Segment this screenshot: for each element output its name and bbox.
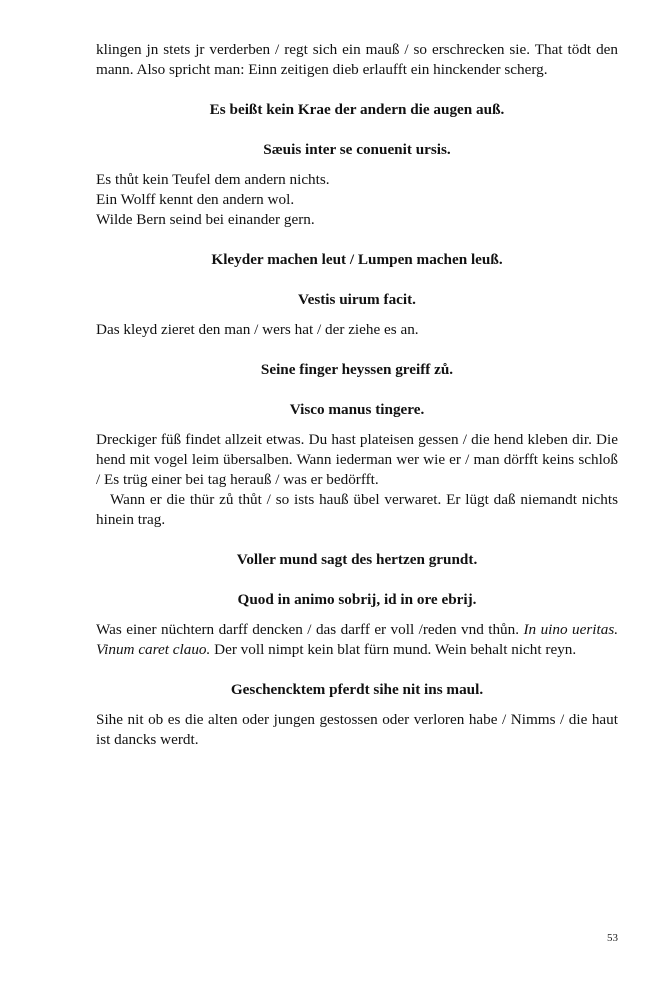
proverb-heading: Kleyder machen leut / Lumpen machen leuß.	[211, 251, 503, 268]
proverb-text-continued: Wann er die thür zů thůt / so ists hauß übel verwaret. Er lügt daß niemandt nichts hinein trag.	[96, 491, 618, 528]
latin-proverb: Visco manus tingere.	[289, 401, 425, 418]
proverb-lines	[96, 170, 618, 230]
proverb-text: Sihe nit ob es die alten oder jungen gestossen oder verloren habe / Nimms / die haut ist dancks werdt.	[96, 711, 618, 748]
proverb-text	[96, 620, 618, 660]
proverb-text: Das kleyd zieret den man / wers hat / der ziehe es an.	[96, 321, 419, 338]
proverb-heading: Geschencktem pferdt sihe nit ins maul.	[230, 681, 484, 698]
latin-proverb: Vestis uirum facit.	[298, 291, 416, 308]
proverb-text: Dreckiger füß findet allzeit etwas. Du hast plateisen gessen / die hend kleben dir. Die hend mit vogel leim übersalben. Wann iederman wer wie er / man dörfft keins schloß / Es trüg einer bei tag herauß / was er bedörfft.	[96, 431, 618, 488]
opening-paragraph: klingen jn stets jr verderben / regt sich ein mauß / so erschrecken sie. That tödt den mann. Also spricht man: Einn zeitigen dieb erlaufft ein hinckender scherg.	[96, 41, 618, 78]
page-body	[96, 40, 618, 750]
page-number: 53	[607, 932, 618, 944]
proverb-heading: Seine finger heyssen greiff zů.	[260, 361, 454, 378]
proverb-text-part: Der voll nimpt kein blat fürn mund. Wein behalt nicht reyn.	[214, 641, 577, 658]
proverb-line: Wilde Bern seind bei einander gern.	[96, 211, 315, 228]
proverb-heading: Es beißt kein Krae der andern die augen auß.	[209, 101, 505, 118]
latin-proverb: Quod in animo sobrij, id in ore ebrij.	[237, 591, 477, 608]
proverb-line: Ein Wolff kennt den andern wol.	[96, 191, 295, 208]
latin-quote: In uino ueritas. Vinum caret clauo.	[96, 621, 619, 658]
proverb-text-part: Was einer nüchtern darff dencken / das darff er voll /reden vnd thůn.	[96, 621, 520, 638]
latin-proverb: Sæuis inter se conuenit ursis.	[263, 141, 451, 158]
proverb-heading: Voller mund sagt des hertzen grundt.	[236, 551, 478, 568]
proverb-line: Es thůt kein Teufel dem andern nichts.	[96, 171, 330, 188]
